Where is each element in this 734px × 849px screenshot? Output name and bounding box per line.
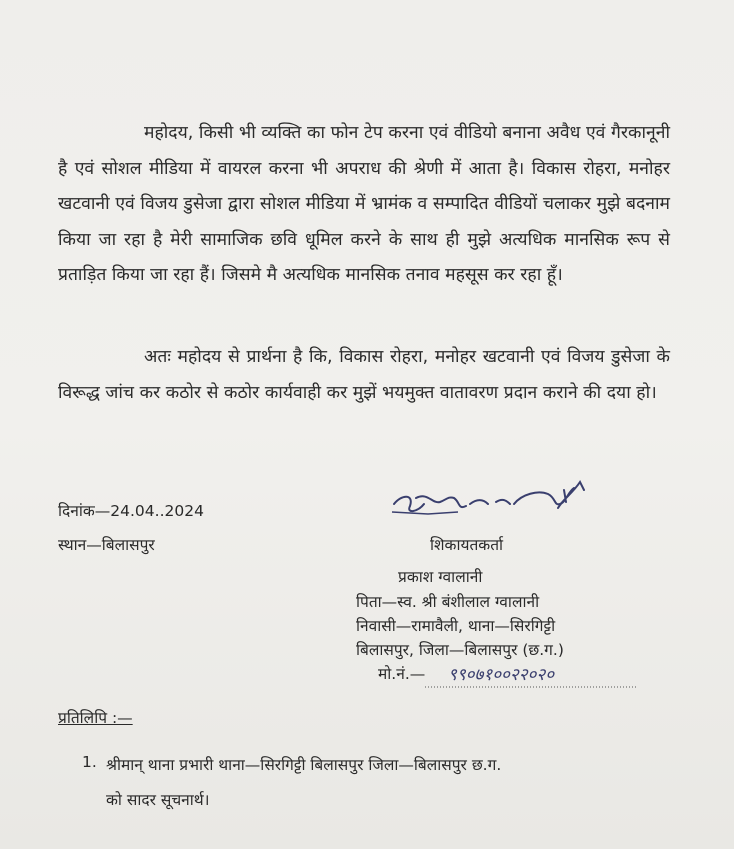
copy-heading: प्रतिलिपि :— [58, 709, 133, 727]
copy-item-line-2: को सादर सूचनार्थ। [106, 791, 210, 809]
body-paragraph-1: महोदय, किसी भी व्यक्ति का फोन टेप करना एवं वीडियो बनाना अवैध एवं गैरकानूनी है एवं सोशल मीडिया में वायरल करना भी अपराध की श्रेणी में आता है। विकास रोहरा, मनोहर खटवानी एवं विजय डुसेजा द्वारा सोशल मीडिया में भ्रामंक व सम्पादित वीडियों चलाकर मुझे बदनाम किया जा रहा है मेरी सामाजिक छवि धूमिल करने के साथ ही मुझे अत्यधिक मानसिक रूप से प्रताड़ित किया जा रहा हैं। जिसमे मै अत्यधिक मानसिक तनाव महसूस कर रहा हूँ। [58, 123, 670, 285]
copy-item-number: 1. [82, 753, 97, 771]
complainant-label: शिकायतकर्ता [430, 536, 504, 554]
date-line: दिनांक—24.04..2024 [58, 502, 204, 520]
complainant-name: प्रकाश ग्वालानी [398, 568, 483, 586]
mobile-dotted-line [425, 686, 637, 690]
body-paragraph-2: अतः महोदय से प्रार्थना है कि, विकास रोहरा, मनोहर खटवानी एवं विजय डुसेजा के विरूद्ध जांच कर कठोर से कठोर कार्यवाही कर मुझें भयमुक्त वातावरण प्रदान कराने की दया हो। [58, 347, 670, 403]
signature-image [388, 468, 608, 528]
father-name: पिता—स्व. श्री बंशीलाल ग्वालानी [356, 593, 540, 611]
mobile-label: मो.नं.— [378, 665, 426, 683]
district: बिलासपुर, जिला—बिलासपुर (छ.ग.) [356, 641, 564, 659]
place-line: स्थान—बिलासपुर [58, 536, 155, 554]
mobile-handwritten: ९९०७१००२२०२० [448, 665, 555, 685]
copy-item-line-1: श्रीमान् थाना प्रभारी थाना—सिरगिट्टी बिलासपुर जिला—बिलासपुर छ.ग. [106, 756, 502, 774]
residence: निवासी—रामावैली, थाना—सिरगिट्टी [356, 617, 556, 635]
